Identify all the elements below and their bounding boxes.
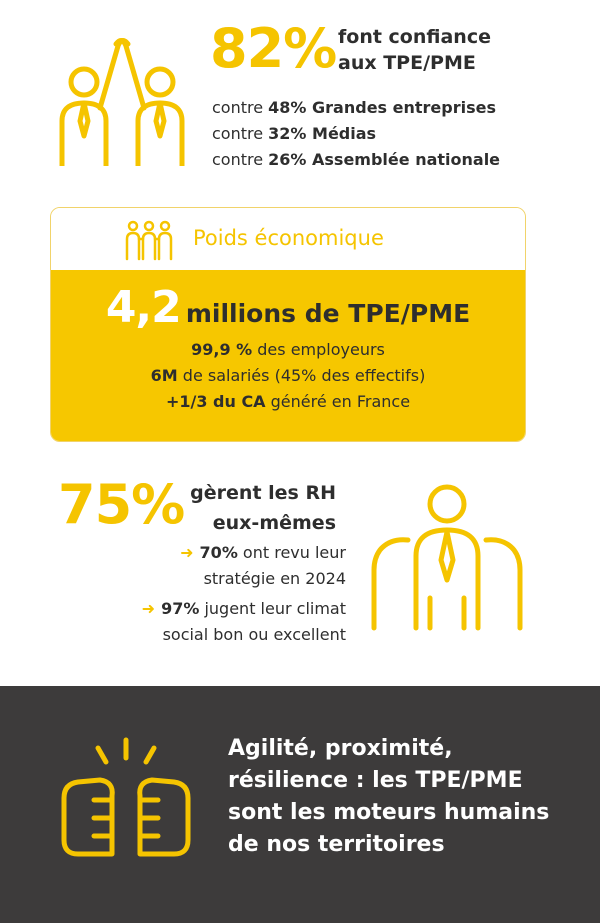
hr-stat-value: 70% [199,543,238,562]
trust-headline [338,24,491,76]
hr-stat-text: ont revu leur [237,543,346,562]
fist-bump-icon [56,736,196,866]
hr-headline [176,478,336,538]
comparison-row [212,95,500,121]
high-five-icon [52,26,192,166]
trust-headline-line2: aux TPE/PME [338,52,476,74]
hr-stat-text-line2: stratégie en 2024 [203,569,346,588]
fact-text: de salariés (45% des effectifs) [177,366,426,385]
hr-stat-text: jugent leur climat [199,599,346,618]
comparison-value: 26% Assemblée nationale [268,150,501,169]
economic-headline [51,282,525,333]
fact-value: +1/3 du CA [165,392,266,411]
economic-fact [51,389,525,415]
comparison-value: 48% Grandes entreprises [268,98,496,117]
economic-fact [51,337,525,363]
company-count: 4,2 [105,282,181,333]
economic-fact [51,363,525,389]
hr-stats [96,540,346,648]
comparison-row [212,147,500,173]
hr-stat [96,540,346,592]
fact-value: 99,9 % [191,340,253,359]
fact-text: généré en France [265,392,411,411]
hr-headline-line2: eux-mêmes [212,512,336,534]
arrow-right-icon: ➜ [180,543,194,562]
footer-tagline-line: Agilité, proximité, [228,736,453,761]
fact-value: 6M [150,366,178,385]
team-icon [123,217,175,261]
fact-text: des employeurs [252,340,385,359]
footer-tagline-line: sont les moteurs humains [228,800,550,825]
hr-stat-value: 97% [161,599,200,618]
footer-tagline-line: de nos territoires [228,832,445,857]
arrow-right-icon: ➜ [141,599,156,618]
comparison-row [212,121,500,147]
hr-stat-text-line2: social bon ou excellent [162,625,346,644]
comparison-prefix: contre [212,124,269,143]
economic-weight-title: Poids économique [193,226,384,250]
footer-tagline [228,733,588,861]
group-leader-icon [368,478,526,636]
hr-percent: 75% [58,473,185,536]
economic-weight-card [50,207,526,442]
economic-facts [51,337,525,415]
hr-stat [96,596,346,648]
comparison-value: 32% Médias [268,124,377,143]
footer-tagline-line: résilience : les TPE/PME [228,768,523,793]
comparison-prefix: contre [212,98,269,117]
company-count-label: millions de TPE/PME [185,299,471,328]
economic-weight-header [51,208,525,270]
economic-weight-body [51,270,525,442]
trust-headline-line1: font confiance [338,26,491,48]
hr-headline-line1: gèrent les RH [190,482,336,504]
trust-percent: 82% [210,17,337,80]
trust-comparison-list [212,95,500,173]
comparison-prefix: contre [212,150,269,169]
